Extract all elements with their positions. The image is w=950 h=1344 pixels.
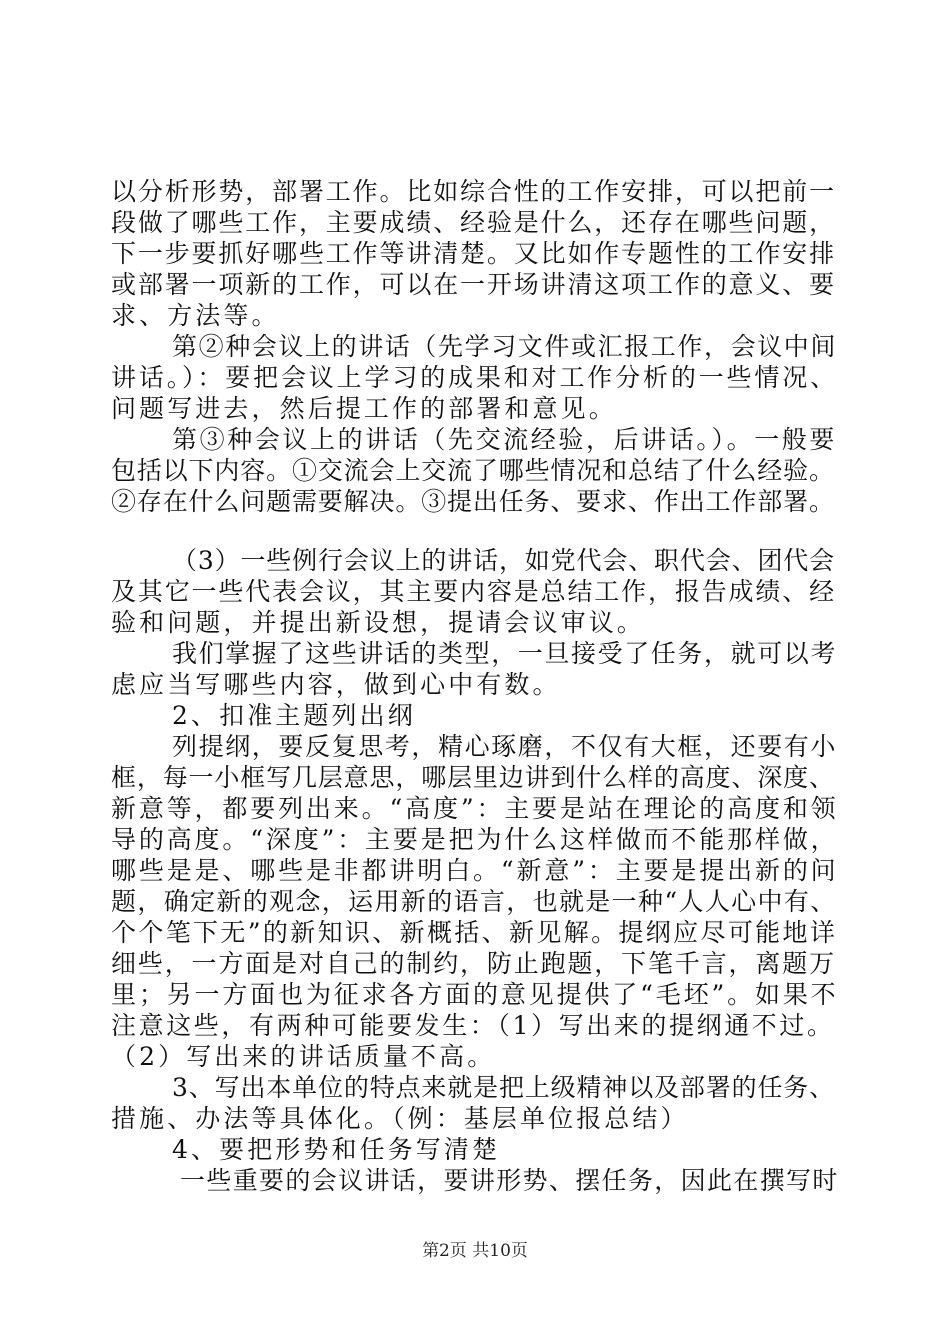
page-number-footer: 第2页 共10页 xyxy=(422,1241,528,1261)
text-line: 措施、办法等具体化。（例：基层单位报总结） xyxy=(111,1104,689,1133)
text-line: 第②种会议上的讲话（先学习文件或汇报工作，会议中间 xyxy=(172,332,838,361)
text-line: 框，每一小框写几层意思，哪层里边讲到什么样的高度、深度、 xyxy=(111,763,835,792)
text-line: 讲话。）：要把会议上学习的成果和对工作分析的一些情况、 xyxy=(111,363,838,392)
text-line: 下一步要抓好哪些工作等讲清楚。又比如作专题性的工作安排 xyxy=(111,239,836,268)
text-line: 包括以下内容。①交流会上交流了哪些情况和总结了什么经验。 xyxy=(111,456,835,485)
text-line: 细些，一方面是对自己的制约，防止跑题，下笔千言，离题万 xyxy=(111,949,836,978)
text-line: 导的高度。“深度”：主要是把为什么这样做而不能那样做， xyxy=(111,825,839,854)
text-line: 验和问题，并提出新设想，提请会议审议。 xyxy=(111,608,645,637)
text-line: 里；另一方面也为征求各方面的意见提供了“毛坯”。如果不 xyxy=(111,980,839,1009)
text-line: 一些重要的会议讲话，要讲形势、摆任务，因此在撰写时 xyxy=(180,1166,839,1195)
text-line: 3、写出本单位的特点来就是把上级精神以及部署的任务、 xyxy=(172,1073,836,1102)
text-line: 新意等，都要列出来。“高度”：主要是站在理论的高度和领 xyxy=(111,794,839,823)
text-line: 哪些是是、哪些是非都讲明白。“新意”：主要是提出新的问 xyxy=(111,856,839,885)
section-heading: 4、要把形势和任务写清楚 xyxy=(172,1135,501,1164)
text-line: 虑应当写哪些内容，做到心中有数。 xyxy=(111,670,561,699)
text-line: ②存在什么问题需要解决。③提出任务、要求、作出工作部署。 xyxy=(111,487,835,516)
text-line: （3）一些例行会议上的讲话，如党代会、职代会、团代会 xyxy=(172,546,836,575)
text-line: 段做了哪些工作，主要成绩、经验是什么，还存在哪些问题， xyxy=(111,208,836,237)
text-line: 第③种会议上的讲话（先交流经验，后讲话。）。一般要 xyxy=(172,425,838,454)
text-line: 及其它一些代表会议，其主要内容是总结工作，报告成绩、经 xyxy=(111,577,836,606)
text-line: 问题写进去，然后提工作的部署和意见。 xyxy=(111,394,617,423)
text-line: 求、方法等。 xyxy=(111,301,280,330)
text-line: 题，确定新的观念，运用新的语言，也就是一种“人人心中有、 xyxy=(111,887,837,916)
text-line: 注意这些，有两种可能要发生：（1）写出来的提纲通不过。 xyxy=(111,1011,835,1040)
text-line: 个个笔下无”的新知识、新概括、新见解。提纲应尽可能地详 xyxy=(111,918,838,947)
text-line: 以分析形势，部署工作。比如综合性的工作安排，可以把前一 xyxy=(111,177,836,206)
text-line: （2）写出来的讲话质量不高。 xyxy=(111,1042,496,1071)
section-heading: 2、扣准主题列出纲 xyxy=(172,701,416,730)
text-line: 我们掌握了这些讲话的类型，一旦接受了任务，就可以考 xyxy=(172,639,838,668)
text-line: 列提纲，要反复思考，精心琢磨，不仅有大框，还要有小 xyxy=(172,732,838,761)
text-line: 或部署一项新的工作，可以在一开场讲清这项工作的意义、要 xyxy=(111,270,836,299)
